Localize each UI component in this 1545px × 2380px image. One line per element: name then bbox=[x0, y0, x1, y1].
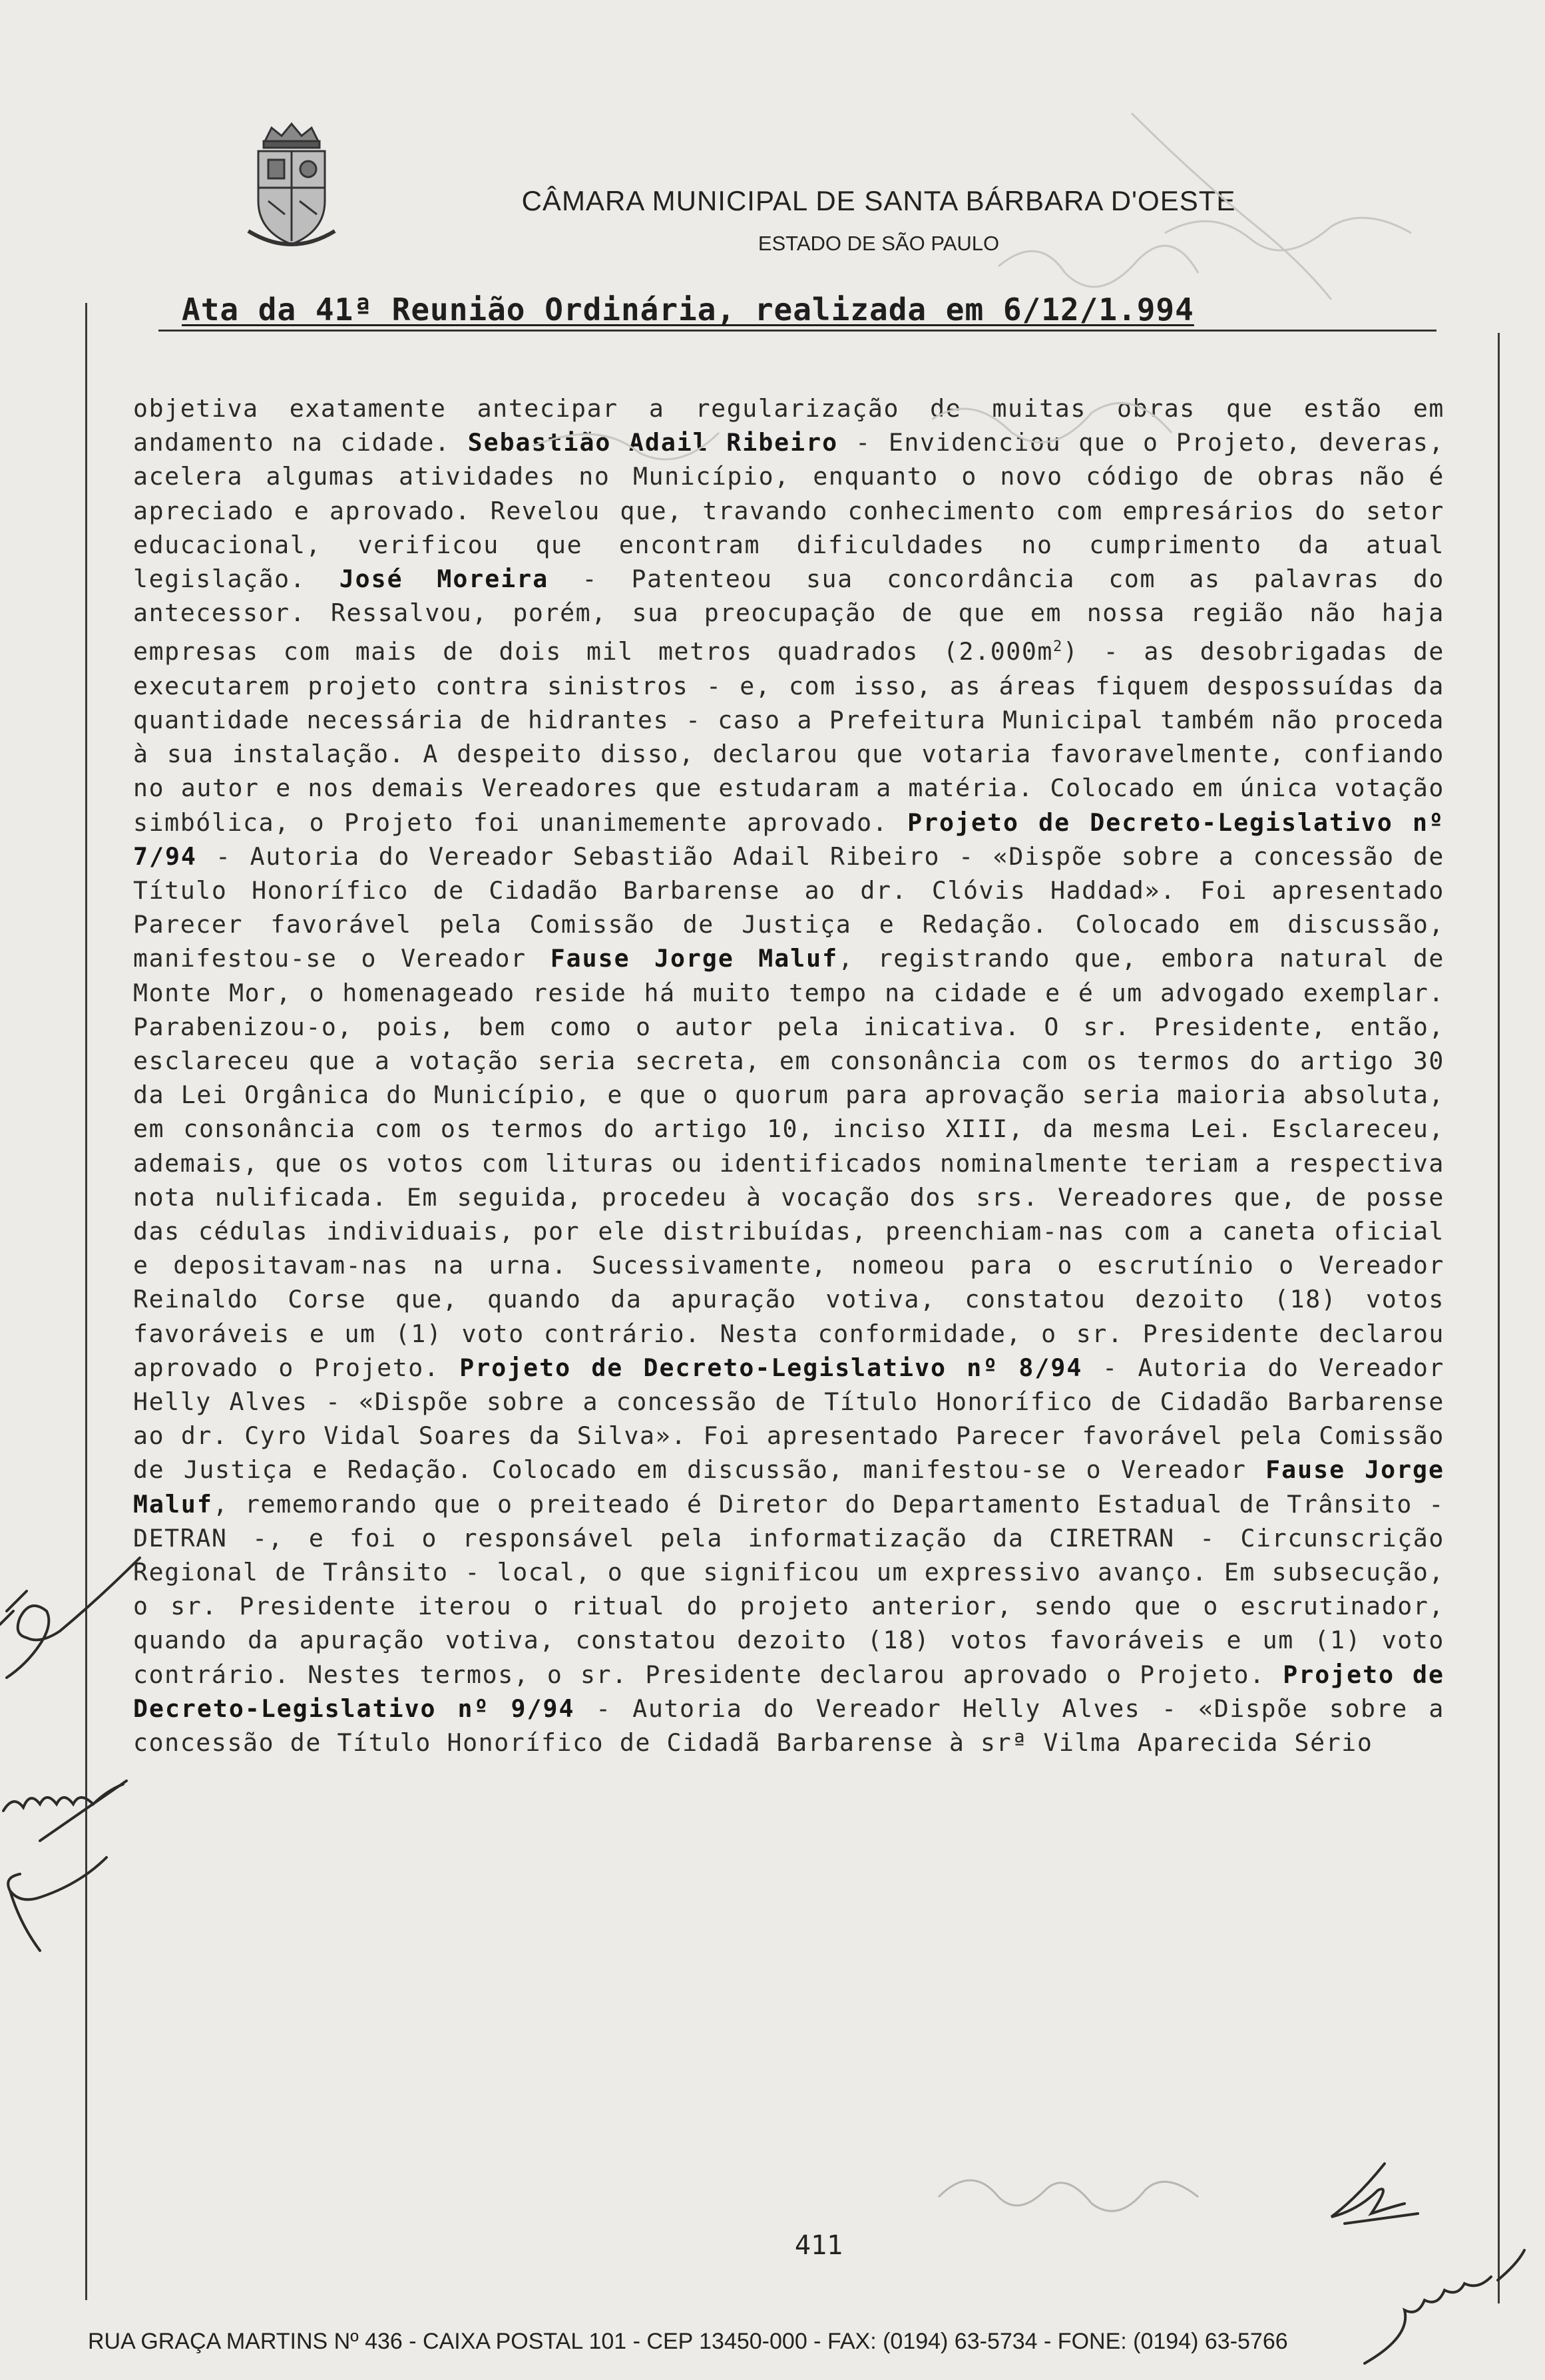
speaker-name: Fause Jorge Maluf bbox=[133, 1455, 1444, 1519]
left-margin-rule bbox=[85, 303, 87, 2300]
title-rule bbox=[158, 330, 1436, 332]
margin-signatures bbox=[0, 1511, 153, 1964]
minutes-title: Ata da 41ª Reunião Ordinária, realizada em 6/12/1.994 bbox=[182, 292, 1194, 328]
page-number: 411 bbox=[794, 2230, 843, 2261]
speaker-name: Sebastião Adail Ribeiro bbox=[467, 428, 839, 457]
footer-address: RUA GRAÇA MARTINS Nº 436 - CAIXA POSTAL 101 - CEP 13450-000 - FAX: (0194) 63-5734 - FONE: (0194) 63-5766 bbox=[88, 2329, 1288, 2354]
minutes-body bbox=[133, 391, 1444, 1760]
speaker-name: José Moreira bbox=[339, 565, 549, 594]
body-text-segment: , registrando que, embora natural de Monte Mor, o homenageado reside há muito tempo na cidade e é um advogado exemplar. Parabenizou-o, pois, bem como o autor pela inicativa. O sr. Presidente, então, esclareceu que a votação seria secreta, em consonância com os termos do artigo 30 da Lei Orgânica do Município, e que o quorum para aprovação seria maioria absoluta, em consonância com os termos do artigo 10, inciso XIII, da mesma Lei. Esclareceu, ademais, que os votos com lituras ou identificados nominalmente teriam a respectiva nota nulificada. Em seguida, procedeu à vocação dos srs. Vereadores que, de posse das cédulas individuais, por ele distribuídas, preenchiam-nas com a caneta oficial e depositavam-nas na urna. Sucessivamente, nomeou para o escrutínio o Vereador Reinaldo Corse que, quando da apuração votiva, constatou dezoito (18) votos favoráveis e um (1) voto contrário. Nesta conformidade, o sr. Presidente declarou aprovado o Projeto. bbox=[133, 944, 1445, 1382]
speaker-name: Fause Jorge Maluf bbox=[550, 944, 839, 973]
right-margin-rule bbox=[1498, 333, 1500, 2303]
faint-signature bbox=[932, 2144, 1212, 2237]
coat-of-arms-icon bbox=[245, 121, 338, 254]
body-text-segment: objetiva exatamente antecipar a regularização de muitas obras que estão em andamento na cidade. bbox=[133, 394, 1444, 457]
state-name: ESTADO DE SÃO PAULO bbox=[758, 232, 1000, 255]
body-text-segment: ) - as desobrigadas de executarem projeto contra sinistros - e, com isso, as áreas fiquem despossuídas da quantidade necessária de hidrantes - caso a Prefeitura Municipal também não proceda à sua instalação. A despeito disso, declarou que votaria favoravelmente, confiando no autor e nos demais Vereadores que estudaram a matéria. Colocado em única votação simbólica, o Projeto foi unanimemente aprovado. bbox=[133, 637, 1444, 837]
bill-heading: Projeto de Decreto-Legislativo nº 7/94 bbox=[133, 808, 1445, 871]
bill-heading: Projeto de Decreto-Legislativo nº 8/94 bbox=[459, 1353, 1083, 1382]
superscript: 2 bbox=[1053, 638, 1063, 656]
body-text-segment: - Autoria do Vereador Sebastião Adail Ribeiro - «Dispõe sobre a concessão de Título Honorífico de Cidadão Barbarense ao dr. Clóvis Haddad». Foi apresentado Parecer favorável pela Comissão de Justiça e Redação. Colocado em discussão, manifestou-se o Vereador bbox=[133, 841, 1444, 973]
body-text-segment: - Envidenciou que o Projeto, deveras, acelera algumas atividades no Município, enquanto o novo código de obras não é apreciado e aprovado. Revelou que, travando conhecimento com empresários do setor educacional, verificou que encontram dificuldades no cumprimento da atual legislação. bbox=[133, 428, 1444, 594]
body-text-segment: - Autoria do Vereador Helly Alves - «Dispõe sobre a concessão de Título Honorífico de Cidadã Barbarense à srª Vilma Aparecida Sério bbox=[133, 1694, 1444, 1758]
institution-name: CÂMARA MUNICIPAL DE SANTA BÁRBARA D'OESTE bbox=[521, 185, 1236, 216]
bill-heading: Projeto de Decreto-Legislativo nº 9/94 bbox=[133, 1660, 1444, 1723]
body-text-segment: - Autoria do Vereador Helly Alves - «Dispõe sobre a concessão de Título Honorífico de Cidadão Barbarense ao dr. Cyro Vidal Soares da Silva». Foi apresentado Parecer favorável pela Comissão de Justiça e Redação. Colocado em discussão, manifestou-se o Vereador bbox=[133, 1353, 1444, 1485]
body-text-segment: , rememorando que o preiteado é Diretor do Departamento Estadual de Trânsito - DETRAN -, e foi o responsável pela informatização da CIRETRAN - Circunscrição Regional de Trânsito - local, o que significou um expressivo avanço. Em subsecução, o sr. Presidente iterou o ritual do projeto anterior, sendo que o escrutinador, quando da apuração votiva, constatou dezoito (18) votos favoráveis e um (1) voto contrário. Nestes termos, o sr. Presidente declarou aprovado o Projeto. bbox=[133, 1489, 1444, 1689]
body-text-segment: - Patenteou sua concordância com as palavras do antecessor. Ressalvou, porém, sua preocupação de que em nossa região não haja empresas com mais de dois mil metros quadrados (2.000m bbox=[133, 565, 1445, 666]
